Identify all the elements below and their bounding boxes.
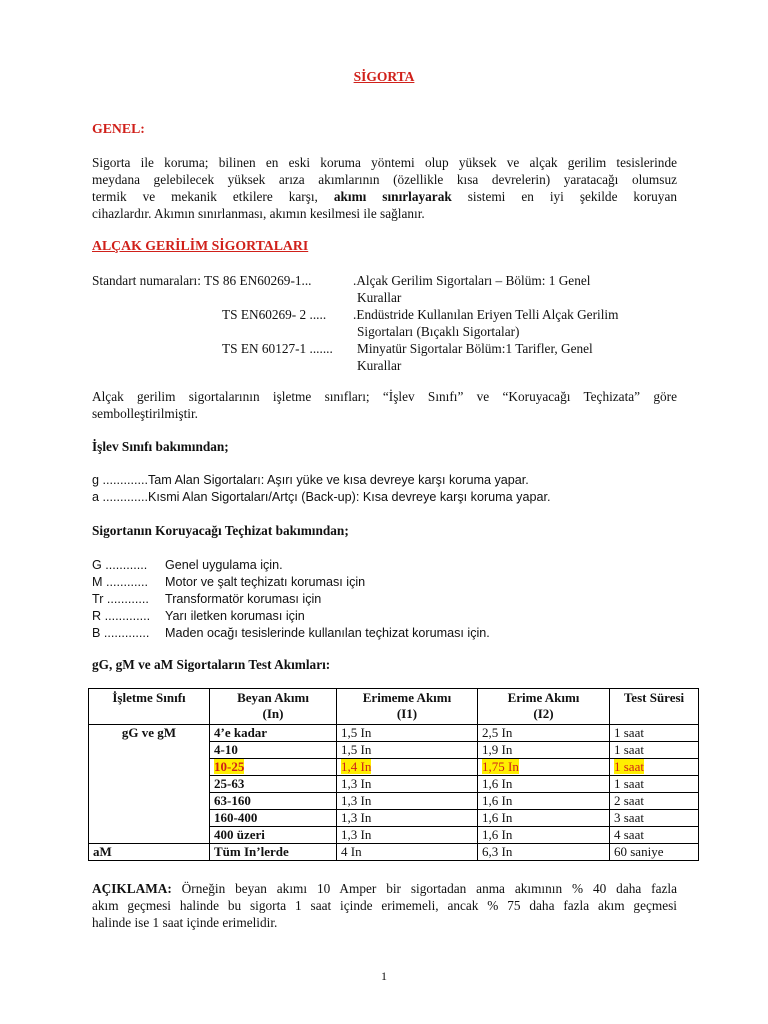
table-row: 400 üzeri 1,3 In 1,6 In 4 saat (89, 827, 699, 844)
paragraph-line: termik ve mekanik etkilere karşı, akımı sınırlayarak sistemi en iyi şekilde koruyan (92, 189, 678, 204)
class-paragraph: Alçak gerilim sigortalarının işletme sınıfları; “İşlev Sınıfı” ve “Koruyacağı Teçhizata” göre sembolleştirilmiştir. (92, 389, 677, 421)
list-item: M ............ Motor ve şalt teçhizatı koruması için (92, 575, 366, 589)
standards-list (92, 272, 692, 374)
paragraph-line: Sigorta ile koruma; bilinen en eski koruma yöntemi olup yüksek ve alçak gerilim tesislerinde (92, 155, 677, 170)
standard-row: TS EN60269- 2 ..... .Endüstride Kullanılan Eriyen Telli Alçak Gerilim Sigortaları (Bıçaklı Sigortalar) (222, 307, 619, 339)
genel-paragraph (92, 154, 677, 222)
table-row: gG ve gM 4’e kadar 1,5 In 2,5 In 1 saat (89, 725, 699, 742)
column-header: Beyan Akımı (In) (210, 689, 337, 725)
test-table-heading: gG, gM ve aM Sigortaların Test Akımları: (92, 657, 331, 672)
aciklama-label: AÇIKLAMA: (92, 881, 172, 896)
group-cell: gG ve gM (89, 725, 210, 844)
section-heading-alcak-gerilim: ALÇAK GERİLİM SİGORTALARI (92, 238, 309, 253)
table-row-highlighted: 10-25 1,4 In 1,75 In 1 saat (89, 759, 699, 776)
table-header-row (89, 689, 699, 725)
list-item: g .............Tam Alan Sigortaları: Aşırı yüke ve kısa devreye karşı koruma yapar. (92, 473, 529, 487)
list-item: G ............ Genel uygulama için. (92, 558, 283, 572)
table-row: 25-63 1,3 In 1,6 In 1 saat (89, 776, 699, 793)
section-heading-genel: GENEL: (92, 121, 145, 136)
column-header: Erimeme Akımı (I1) (337, 689, 478, 725)
table-row: aM Tüm In’lerde 4 In 6,3 In 60 saniye (89, 844, 699, 861)
islev-list (92, 472, 550, 506)
column-header: Erime Akımı (I2) (478, 689, 610, 725)
list-item: a .............Kısmi Alan Sigortaları/Artçı (Back-up): Kısa devreye karşı koruma yapar. (92, 490, 551, 504)
table-row: 63-160 1,3 In 1,6 In 2 saat (89, 793, 699, 810)
paragraph-line: meydana gelebilecek yüksek arıza akımlarının (özellikle kısa devrelerin) yaratacağı olumsuz (92, 172, 677, 187)
emphasis-text: akımı sınırlayarak (333, 189, 452, 204)
column-header: İşletme Sınıfı (89, 689, 210, 725)
islev-heading: İşlev Sınıfı bakımından; (92, 439, 229, 454)
list-item: R ............. Yarı iletken koruması için (92, 609, 305, 623)
list-item: B ............. Maden ocağı tesislerinde kullanılan teçhizat koruması için. (92, 626, 490, 640)
test-currents-table (88, 688, 699, 861)
document-title: SİGORTA (353, 69, 415, 84)
page-number: 1 (381, 969, 387, 983)
table-row: 4-10 1,5 In 1,9 In 1 saat (89, 742, 699, 759)
koruyacagi-heading: Sigortanın Koruyacağı Teçhizat bakımından; (92, 523, 349, 538)
table-row: 160-400 1,3 In 1,6 In 3 saat (89, 810, 699, 827)
koruyacagi-list (92, 557, 490, 642)
list-item: Tr ............ Transformatör koruması için (92, 592, 322, 606)
standard-row: TS EN 60127-1 ....... Minyatür Sigortalar Bölüm:1 Tarifler, Genel Kurallar (222, 341, 593, 373)
paragraph-line: cihazlardır. Akımın sınırlanması, akımın kesilmesi ile sağlanır. (92, 206, 425, 221)
standard-row: Standart numaraları: TS 86 EN60269-1... .Alçak Gerilim Sigortaları – Bölüm: 1 Genel Kurallar (92, 273, 591, 305)
column-header: Test Süresi (610, 689, 699, 725)
aciklama-paragraph: AÇIKLAMA: Örneğin beyan akımı 10 Amper bir sigortadan anma akımının % 40 daha fazla akım geçmesi halinde bu sigorta 1 saat içinde erimemeli, ancak % 75 daha fazla akım geçmesi halinde ise 1 saat içinde erimelidir. (92, 881, 677, 930)
